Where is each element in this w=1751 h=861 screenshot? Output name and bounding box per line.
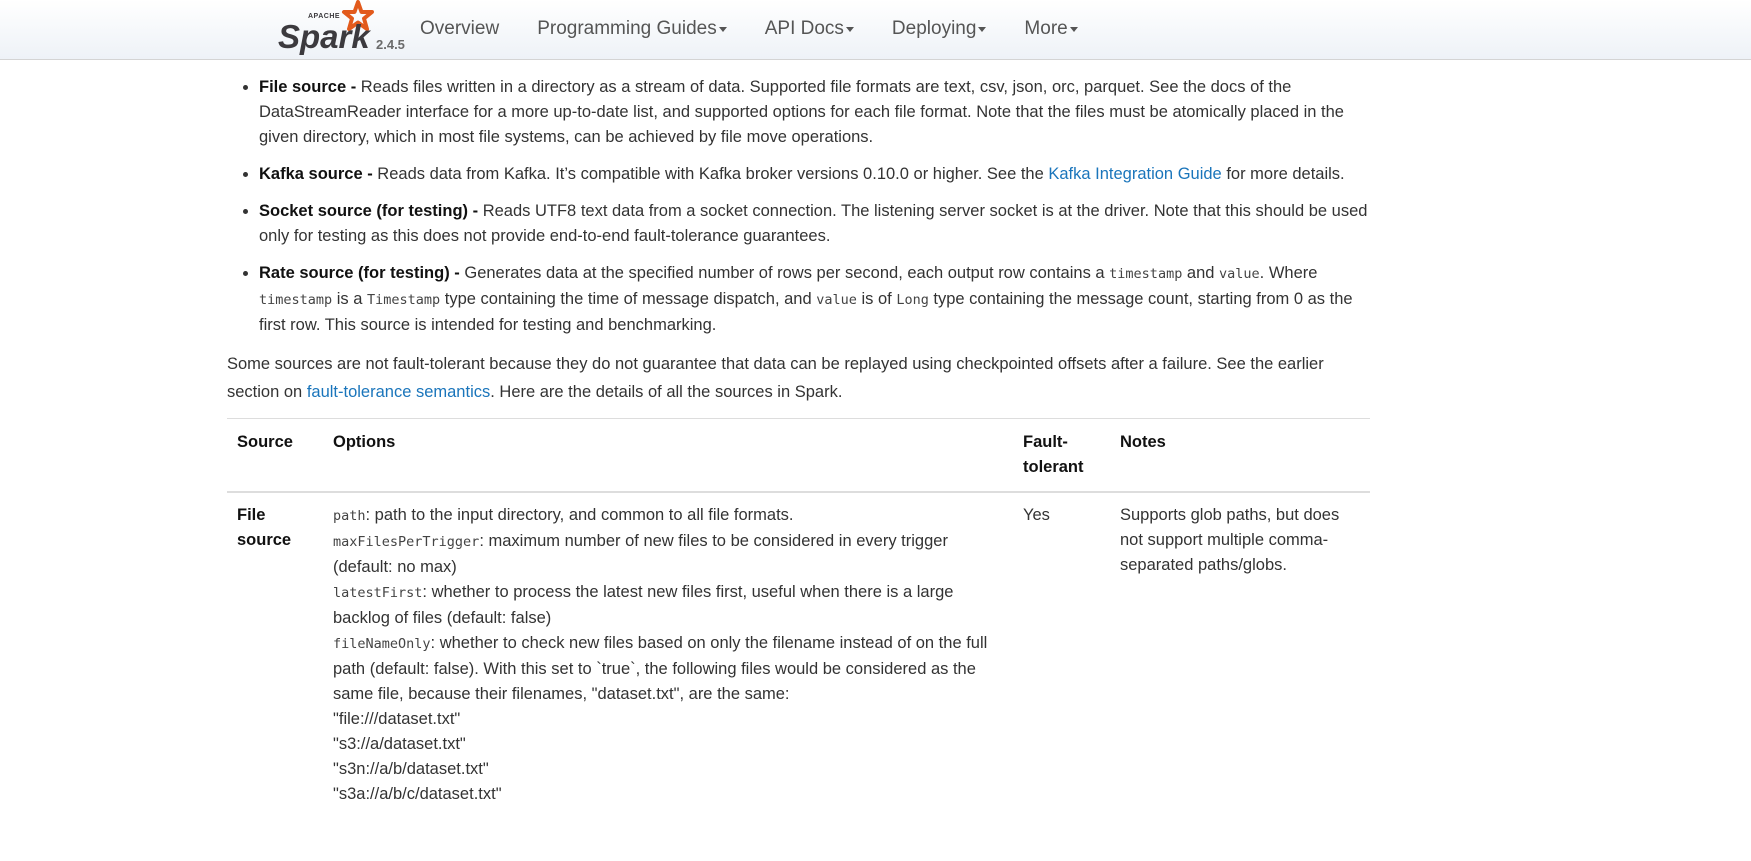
header-notes: Notes (1110, 419, 1370, 493)
code-value: value (816, 292, 857, 308)
option-code: path (333, 508, 366, 524)
caret-down-icon (846, 27, 854, 32)
example-path: "s3a://a/b/c/dataset.txt" (333, 785, 502, 803)
code-timestamp: timestamp (259, 292, 333, 308)
list-item-rate-source (259, 261, 1370, 338)
table-row (227, 492, 1370, 817)
nav-deploying[interactable] (892, 18, 987, 42)
socket-source-text: Reads UTF8 text data from a socket connection. The listening server socket is at the driver. Note that this should be used only for testing as this does not provide end-to-end fault-tolerance guarantees. (259, 202, 1368, 245)
brand-name-text: Spark (278, 18, 370, 55)
nav-more-label: More (1024, 18, 1068, 39)
list-item-kafka-source (259, 162, 1370, 187)
main-nav (420, 0, 1116, 60)
rate-text: . Where (1259, 264, 1318, 282)
rate-text: type containing the message count, starting from 0 as the first row. This source is intended for testing and benchmarking. (259, 290, 1353, 334)
option-line (333, 529, 1003, 580)
cell-source (227, 492, 323, 817)
cell-options (323, 492, 1013, 817)
header-source: Source (227, 419, 323, 493)
option-line (333, 631, 1003, 707)
input-sources-list (227, 75, 1370, 338)
kafka-integration-guide-link[interactable]: Kafka Integration Guide (1048, 165, 1222, 183)
cell-fault-tolerant: Yes (1023, 506, 1050, 524)
code-value: value (1219, 266, 1260, 282)
caret-down-icon (719, 27, 727, 32)
option-line (333, 580, 1003, 631)
nav-more[interactable] (1024, 18, 1077, 42)
list-item-file-source (259, 75, 1370, 150)
header-options: Options (323, 419, 1013, 493)
intro-text: Some sources are not fault-tolerant because they do not guarantee that data can be replayed using checkpointed offsets after a failure. See the earlier section on (227, 355, 1324, 401)
file-source-title: File source - (259, 78, 357, 96)
example-path: "s3n://a/b/dataset.txt" (333, 760, 489, 778)
nav-programming-guides-label: Programming Guides (537, 18, 717, 39)
caret-down-icon (1070, 27, 1078, 32)
rate-text: and (1182, 264, 1220, 282)
option-desc: : whether to check new files based on only the filename instead of on the full path (default: false). With this set to `true`, the following files would be considered as the same file, because their filenames, "dataset.txt", are the same: (333, 634, 988, 703)
rate-text: type containing the time of message dispatch, and (440, 290, 817, 308)
rate-text: Generates data at the specified number of rows per second, each output row contains a (459, 264, 1110, 282)
main-content (227, 60, 1370, 817)
sources-table (227, 418, 1370, 817)
option-code: maxFilesPerTrigger (333, 534, 480, 550)
option-desc: : maximum number of new files to be considered in every trigger (default: no max) (333, 532, 948, 576)
option-code: fileNameOnly (333, 636, 431, 652)
file-source-text: Reads files written in a directory as a stream of data. Supported file formats are text, csv, json, orc, parquet. See the docs of the DataStreamReader interface for a more up-to-date list, and supported options for each file format. Note that the files must be atomically placed in the given directory, which in most file systems, can be achieved by file move operations. (259, 78, 1344, 146)
table-header-row (227, 419, 1370, 493)
kafka-source-title: Kafka source - (259, 165, 373, 183)
code-timestamp-type: Timestamp (367, 292, 441, 308)
brand-link[interactable] (278, 0, 413, 60)
caret-down-icon (978, 27, 986, 32)
rate-text: is of (856, 290, 897, 308)
nav-overview-label: Overview (420, 18, 500, 39)
option-code: latestFirst (333, 585, 423, 601)
rate-text: is a (332, 290, 368, 308)
nav-programming-guides[interactable] (537, 18, 727, 42)
cell-notes: Supports glob paths, but does not support multiple comma-separated paths/globs. (1120, 506, 1340, 574)
fault-tolerance-semantics-link[interactable]: fault-tolerance semantics (306, 383, 491, 401)
header-fault-tolerant: Fault-tolerant (1013, 419, 1110, 493)
top-navbar (0, 0, 1751, 60)
code-long-type: Long (896, 292, 929, 308)
row-source-name: File source (237, 506, 292, 549)
nav-deploying-label: Deploying (891, 18, 977, 39)
rate-source-title: Rate source (for testing) - (259, 264, 460, 282)
spark-logo (278, 0, 378, 60)
option-desc: : path to the input directory, and common to all file formats. (365, 506, 794, 524)
option-line (333, 503, 1003, 529)
option-desc: : whether to process the latest new files first, useful when there is a large backlog of files (default: false) (333, 583, 954, 627)
kafka-source-text: Reads data from Kafka. It’s compatible with Kafka broker versions 0.10.0 or higher. See the (372, 165, 1049, 183)
example-path: "s3://a/dataset.txt" (333, 735, 466, 753)
code-timestamp: timestamp (1109, 266, 1183, 282)
kafka-source-text-end: for more details. (1221, 165, 1345, 183)
list-item-socket-source (259, 199, 1370, 249)
brand-apache-text: APACHE (308, 13, 341, 20)
socket-source-title: Socket source (for testing) - (259, 202, 479, 220)
intro-text-end: . Here are the details of all the sources in Spark. (490, 383, 843, 401)
nav-overview[interactable] (420, 18, 499, 42)
example-path: "file:///dataset.txt" (333, 710, 461, 728)
sources-intro-paragraph (227, 350, 1370, 406)
nav-api-docs[interactable] (765, 18, 854, 42)
version-label: 2.4.5 (376, 37, 405, 52)
nav-api-docs-label: API Docs (764, 18, 844, 39)
